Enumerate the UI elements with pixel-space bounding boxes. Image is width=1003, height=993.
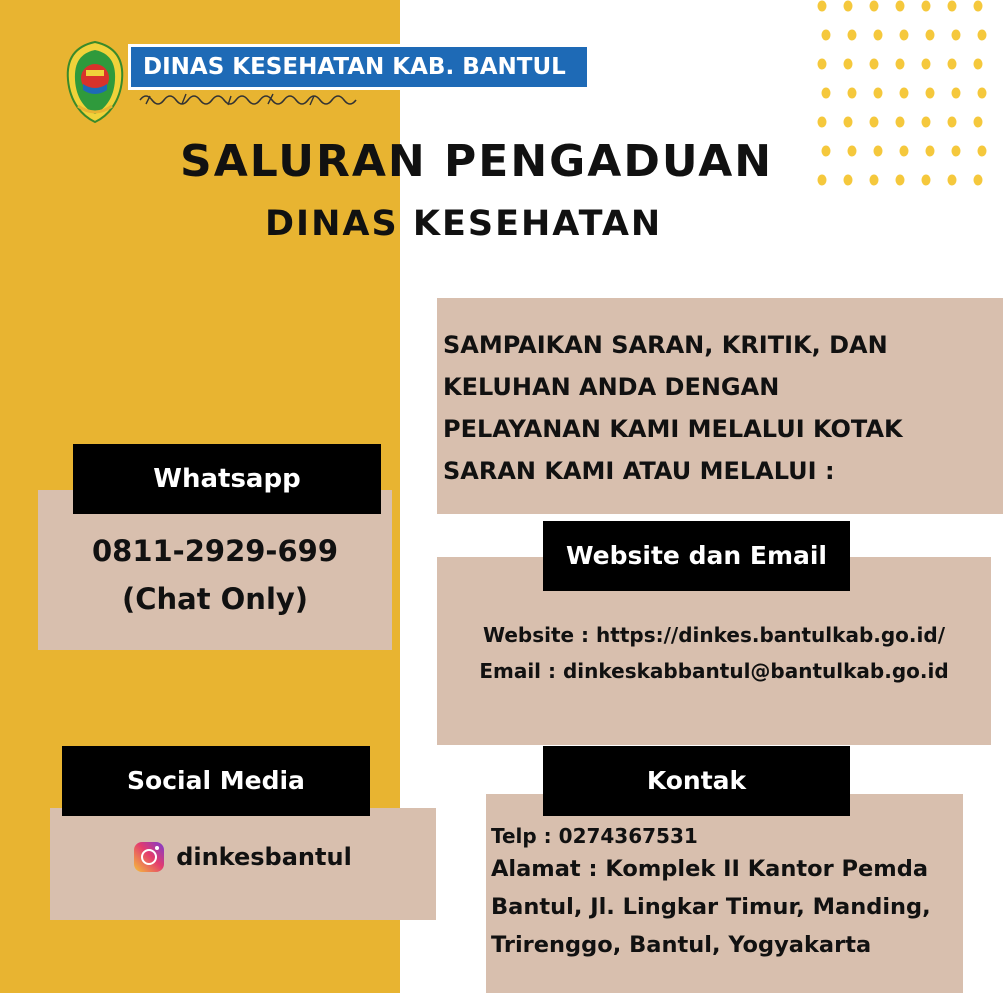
- decorative-dot: [978, 88, 987, 99]
- intro-line: KELUHAN ANDA DENGAN: [443, 373, 780, 401]
- decorative-dot: [926, 30, 935, 41]
- decorative-dot: [952, 88, 961, 99]
- decorative-dot: [974, 117, 983, 128]
- decorative-dot: [896, 117, 905, 128]
- website-email-label: Website dan Email: [543, 521, 850, 591]
- decorative-dot: [848, 30, 857, 41]
- decorative-dot: [818, 1, 827, 12]
- whatsapp-number: 0811-2929-699: [91, 534, 339, 568]
- decorative-dot: [822, 88, 831, 99]
- javanese-script-ornament: [138, 88, 358, 110]
- decorative-dot: [974, 175, 983, 186]
- instagram-account[interactable]: [134, 842, 352, 872]
- decorative-dot: [870, 1, 879, 12]
- page-subtitle: DINAS KESEHATAN: [265, 204, 663, 244]
- decorative-dot: [844, 59, 853, 70]
- decorative-dot: [948, 59, 957, 70]
- decorative-dot: [870, 175, 879, 186]
- email-link[interactable]: Email : dinkeskabbantul@bantulkab.go.id: [479, 659, 949, 683]
- decorative-dot: [896, 59, 905, 70]
- decorative-dot: [844, 1, 853, 12]
- contact-address-line: Trirenggo, Bantul, Yogyakarta: [491, 932, 872, 958]
- intro-message-box: [437, 298, 1003, 514]
- decorative-dot: [948, 117, 957, 128]
- whatsapp-note: (Chat Only): [121, 582, 309, 616]
- decorative-dot: [926, 146, 935, 157]
- decorative-dot: [818, 117, 827, 128]
- instagram-handle: dinkesbantul: [176, 843, 352, 871]
- decorative-dot: [822, 30, 831, 41]
- decorative-dot: [952, 146, 961, 157]
- contact-address-line: Bantul, Jl. Lingkar Timur, Manding,: [491, 894, 931, 920]
- decorative-dot: [952, 30, 961, 41]
- decorative-dot: [874, 88, 883, 99]
- intro-line: SARAN KAMI ATAU MELALUI :: [443, 457, 835, 485]
- decorative-dot: [974, 1, 983, 12]
- page-title: SALURAN PENGADUAN: [180, 136, 774, 187]
- decorative-dot: [948, 1, 957, 12]
- decorative-dot-pattern: [800, 0, 1003, 200]
- decorative-dot: [978, 30, 987, 41]
- decorative-dot: [978, 146, 987, 157]
- decorative-dot: [896, 175, 905, 186]
- decorative-dot: [848, 88, 857, 99]
- contact-telephone: Telp : 0274367531: [491, 824, 698, 848]
- decorative-dot: [922, 1, 931, 12]
- intro-line: SAMPAIKAN SARAN, KRITIK, DAN: [443, 331, 888, 359]
- decorative-dot: [974, 59, 983, 70]
- agency-name: DINAS KESEHATAN KAB. BANTUL: [131, 47, 587, 87]
- contact-address-line: Alamat : Komplek II Kantor Pemda: [491, 856, 929, 882]
- whatsapp-label: Whatsapp: [73, 444, 381, 514]
- decorative-dot: [818, 59, 827, 70]
- social-media-card: [50, 808, 436, 920]
- decorative-dot: [922, 175, 931, 186]
- decorative-dot: [870, 59, 879, 70]
- decorative-dot: [900, 146, 909, 157]
- decorative-dot: [922, 59, 931, 70]
- intro-line: PELAYANAN KAMI MELALUI KOTAK: [443, 415, 903, 443]
- bantul-regency-emblem: [64, 40, 126, 124]
- decorative-dot: [874, 30, 883, 41]
- website-link[interactable]: Website : https://dinkes.bantulkab.go.id/: [482, 623, 945, 647]
- decorative-dot: [896, 1, 905, 12]
- decorative-dot: [870, 117, 879, 128]
- decorative-dot: [844, 175, 853, 186]
- decorative-dot: [900, 30, 909, 41]
- contact-label: Kontak: [543, 746, 850, 816]
- decorative-dot: [844, 117, 853, 128]
- instagram-icon: [134, 842, 164, 872]
- agency-name-banner: [128, 44, 590, 90]
- contact-card: [486, 794, 963, 993]
- decorative-dot: [948, 175, 957, 186]
- decorative-dot: [926, 88, 935, 99]
- whatsapp-card: [38, 490, 392, 650]
- decorative-dot: [874, 146, 883, 157]
- decorative-dot: [922, 117, 931, 128]
- decorative-dot: [848, 146, 857, 157]
- social-media-label: Social Media: [62, 746, 370, 816]
- decorative-dot: [900, 88, 909, 99]
